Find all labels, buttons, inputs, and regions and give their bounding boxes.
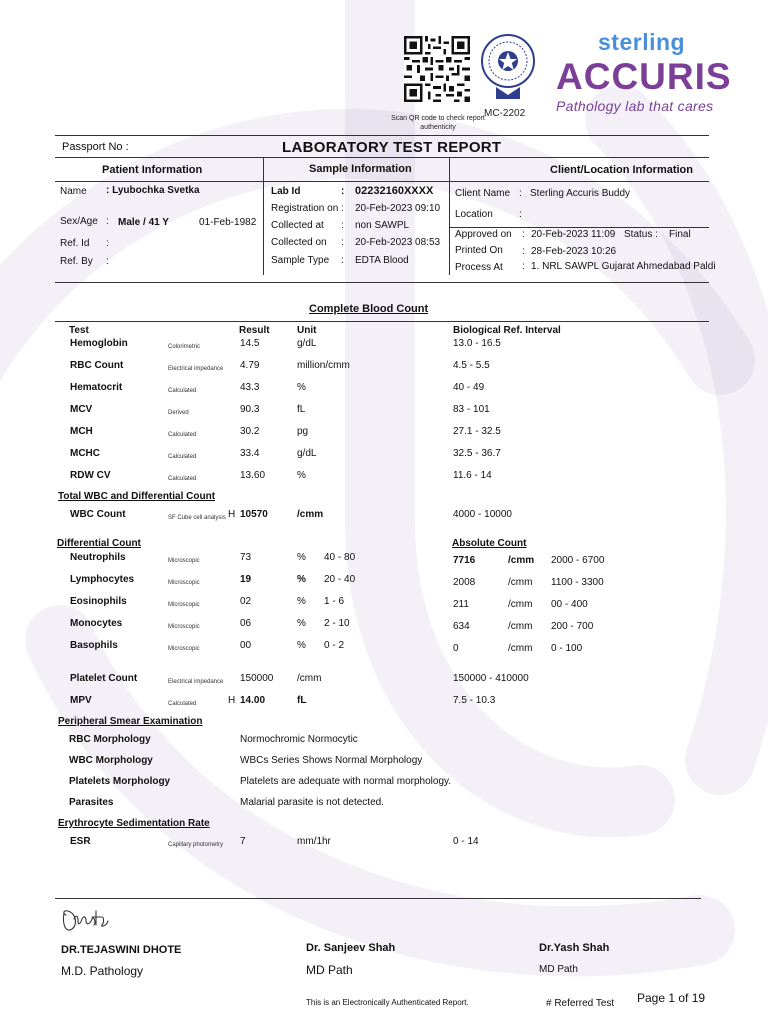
sep: : bbox=[106, 216, 109, 227]
diff-unit: % bbox=[297, 574, 306, 585]
qr-code-icon bbox=[404, 36, 470, 102]
smear-label: Parasites bbox=[69, 797, 114, 808]
abs-ref: 00 - 400 bbox=[551, 599, 588, 610]
diff-ref: 20 - 40 bbox=[324, 574, 356, 585]
diff-unit: % bbox=[297, 596, 306, 607]
wbc-unit: /cmm bbox=[297, 509, 324, 520]
signatory-2-degree: MD Path bbox=[306, 963, 353, 977]
diff-test-name: Eosinophils bbox=[70, 596, 127, 607]
abs-ref: 2000 - 6700 bbox=[551, 555, 605, 566]
wbc-ref: 4000 - 10000 bbox=[453, 509, 512, 520]
signatory-3-degree: MD Path bbox=[539, 964, 578, 975]
cbc-unit: g/dL bbox=[297, 338, 317, 349]
approved-value: 20-Feb-2023 11:09 bbox=[531, 229, 616, 240]
diff-ref: 40 - 80 bbox=[324, 552, 356, 563]
cbc-test-name: MCHC bbox=[70, 448, 100, 459]
dob-value: 01-Feb-1982 bbox=[199, 217, 257, 228]
cbc-result: 13.60 bbox=[240, 470, 266, 481]
sep: : bbox=[341, 220, 344, 231]
collected-on-value: 20-Feb-2023 08:53 bbox=[355, 237, 441, 248]
cbc-title: Complete Blood Count bbox=[309, 303, 429, 315]
cbc-test-name: MCH bbox=[70, 426, 93, 437]
printed-value: 28-Feb-2023 10:26 bbox=[531, 246, 617, 257]
footer-auth-note: This is an Electronically Authenticated Report. bbox=[306, 998, 469, 1007]
abs-count: 211 bbox=[453, 599, 469, 610]
labid-label: Lab Id bbox=[271, 186, 301, 197]
accreditation-code: MC-2202 bbox=[484, 108, 526, 119]
status-label: Status : bbox=[624, 229, 658, 240]
passport-label: Passport No : bbox=[62, 141, 129, 153]
cbc-unit: fL bbox=[297, 404, 306, 415]
sep: : bbox=[341, 255, 344, 266]
location-label: Location bbox=[455, 209, 493, 220]
col-test: Test bbox=[69, 325, 89, 336]
cbc-result: 4.79 bbox=[240, 360, 260, 371]
cbc-ref: 13.0 - 16.5 bbox=[453, 338, 501, 349]
wbc-flag: H bbox=[228, 509, 236, 520]
sep: : bbox=[522, 261, 525, 272]
qr-caption: Scan QR code to check report authenticity bbox=[391, 115, 485, 131]
cbc-result: 33.4 bbox=[240, 448, 260, 459]
smear-value: Normochromic Normocytic bbox=[240, 734, 358, 745]
col-result: Result bbox=[239, 325, 270, 336]
cbc-test-name: MCV bbox=[70, 404, 93, 415]
cbc-result: 14.5 bbox=[240, 338, 260, 349]
diff-unit: % bbox=[297, 552, 306, 563]
cbc-test-name: Hemoglobin bbox=[70, 338, 128, 349]
cbc-method: Calculated bbox=[168, 454, 197, 460]
sep: : bbox=[341, 237, 344, 248]
cbc-result: 43.3 bbox=[240, 382, 260, 393]
cbc-unit: g/dL bbox=[297, 448, 317, 459]
sep: : bbox=[106, 256, 109, 267]
sexage-value: Male / 41 Y bbox=[118, 217, 169, 228]
signatory-1-name: DR.TEJASWINI DHOTE bbox=[61, 944, 182, 956]
sep: : bbox=[519, 188, 522, 199]
wbc-test: WBC Count bbox=[70, 509, 126, 520]
absolute-count-title: Absolute Count bbox=[452, 538, 527, 549]
panel-client-heading: Client/Location Information bbox=[550, 164, 693, 176]
platelet-result: 150000 bbox=[240, 673, 274, 684]
diff-test-name: Monocytes bbox=[70, 618, 123, 629]
patient-name-value: : Lyubochka Svetka bbox=[106, 185, 200, 196]
divider bbox=[263, 157, 264, 275]
cbc-ref: 40 - 49 bbox=[453, 382, 485, 393]
smear-value: Malarial parasite is not detected. bbox=[240, 797, 384, 808]
collected-on-label: Collected on bbox=[271, 237, 327, 248]
wbc-result: 10570 bbox=[240, 509, 268, 520]
diff-method: Microscopic bbox=[168, 580, 200, 586]
cbc-unit: pg bbox=[297, 426, 309, 437]
diff-unit: % bbox=[297, 640, 306, 651]
abs-ref: 1100 - 3300 bbox=[551, 577, 604, 588]
footer-referred: # Referred Test bbox=[546, 998, 615, 1009]
cbc-test-name: RBC Count bbox=[70, 360, 124, 371]
cbc-unit: million/cmm bbox=[297, 360, 350, 371]
wbc-title: Total WBC and Differential Count bbox=[58, 491, 216, 502]
smear-value: Platelets are adequate with normal morphology. bbox=[240, 776, 452, 787]
esr-method: Capillary photometry bbox=[168, 842, 224, 848]
labid-value: 02232160XXXX bbox=[355, 185, 434, 197]
diff-ref: 2 - 10 bbox=[324, 618, 350, 629]
process-label: Process At bbox=[455, 262, 503, 273]
smear-value: WBCs Series Shows Normal Morphology bbox=[240, 755, 423, 766]
divider bbox=[55, 282, 709, 283]
cbc-result: 30.2 bbox=[240, 426, 260, 437]
esr-ref: 0 - 14 bbox=[453, 836, 479, 847]
cbc-ref: 32.5 - 36.7 bbox=[453, 448, 501, 459]
col-ref: Biological Ref. Interval bbox=[453, 325, 561, 336]
diff-ref: 0 - 2 bbox=[324, 640, 345, 651]
diff-test-name: Neutrophils bbox=[70, 552, 126, 563]
diff-test-name: Basophils bbox=[70, 640, 118, 651]
diff-result: 06 bbox=[240, 618, 252, 629]
platelet-ref: 7.5 - 10.3 bbox=[453, 695, 496, 706]
esr-title: Erythrocyte Sedimentation Rate bbox=[58, 818, 210, 829]
process-value: 1. NRL SAWPL Gujarat Ahmedabad Paldi bbox=[531, 261, 716, 272]
signature-image bbox=[58, 903, 118, 939]
patient-name-label: Name bbox=[60, 186, 87, 197]
platelet-method: Electrical impedance bbox=[168, 679, 224, 685]
divider bbox=[55, 157, 709, 158]
signatory-3-name: Dr.Yash Shah bbox=[539, 942, 610, 954]
abs-ref: 200 - 700 bbox=[551, 621, 594, 632]
panel-patient-heading: Patient Information bbox=[102, 164, 203, 176]
col-unit: Unit bbox=[297, 325, 317, 336]
sexage-label: Sex/Age bbox=[60, 216, 98, 227]
platelet-result: 14.00 bbox=[240, 695, 266, 706]
registration-label: Registration on bbox=[271, 203, 339, 214]
diff-unit: % bbox=[297, 618, 306, 629]
abs-count: 0 bbox=[453, 643, 459, 654]
cbc-test-name: Hematocrit bbox=[70, 382, 123, 393]
sep: : bbox=[519, 209, 522, 220]
platelet-method: Calculated bbox=[168, 701, 197, 707]
diff-result: 19 bbox=[240, 574, 252, 585]
smear-label: RBC Morphology bbox=[69, 734, 151, 745]
refid-label: Ref. Id bbox=[60, 238, 90, 249]
logo-tagline: Pathology lab that cares bbox=[556, 98, 714, 114]
abs-unit: /cmm bbox=[508, 599, 533, 610]
logo-accuris: ACCURIS bbox=[556, 56, 732, 97]
sep: : bbox=[341, 203, 344, 214]
cbc-method: Calculated bbox=[168, 476, 197, 482]
diff-test-name: Lymphocytes bbox=[70, 574, 135, 585]
abs-ref: 0 - 100 bbox=[551, 643, 583, 654]
cbc-ref: 27.1 - 32.5 bbox=[453, 426, 501, 437]
cbc-result: 90.3 bbox=[240, 404, 260, 415]
sep: : bbox=[341, 186, 345, 197]
cbc-method: Derived bbox=[168, 410, 189, 416]
abs-unit: /cmm bbox=[508, 643, 533, 654]
cbc-ref: 83 - 101 bbox=[453, 404, 490, 415]
divider bbox=[55, 898, 701, 899]
platelet-test-name: MPV bbox=[70, 695, 92, 706]
smear-title: Peripheral Smear Examination bbox=[58, 716, 203, 727]
abs-unit: /cmm bbox=[508, 577, 533, 588]
approved-label: Approved on bbox=[455, 229, 512, 240]
divider bbox=[55, 321, 709, 322]
client-name-label: Client Name bbox=[455, 188, 511, 199]
esr-unit: mm/1hr bbox=[297, 836, 331, 847]
cbc-method: Calculated bbox=[168, 432, 197, 438]
esr-result: 7 bbox=[240, 836, 246, 847]
sample-type-value: EDTA Blood bbox=[355, 255, 409, 266]
client-name-value: Sterling Accuris Buddy bbox=[530, 188, 631, 199]
diff-ref: 1 - 6 bbox=[324, 596, 345, 607]
esr-test: ESR bbox=[70, 836, 91, 847]
diff-method: Microscopic bbox=[168, 646, 200, 652]
logo-sterling: sterling bbox=[598, 29, 686, 55]
abs-count: 2008 bbox=[453, 577, 476, 588]
platelet-ref: 150000 - 410000 bbox=[453, 673, 529, 684]
abs-count: 7716 bbox=[453, 555, 476, 566]
abs-unit: /cmm bbox=[508, 555, 535, 566]
registration-value: 20-Feb-2023 09:10 bbox=[355, 203, 441, 214]
abs-unit: /cmm bbox=[508, 621, 533, 632]
differential-title: Differential Count bbox=[57, 538, 141, 549]
divider bbox=[449, 227, 709, 228]
status-value: Final bbox=[669, 229, 691, 240]
refby-label: Ref. By bbox=[60, 256, 93, 267]
sep: : bbox=[522, 246, 525, 257]
sample-type-label: Sample Type bbox=[271, 255, 330, 266]
printed-label: Printed On bbox=[455, 245, 503, 256]
diff-result: 00 bbox=[240, 640, 252, 651]
diff-result: 02 bbox=[240, 596, 252, 607]
divider bbox=[449, 157, 450, 275]
platelet-flag: H bbox=[228, 695, 236, 706]
diff-method: Microscopic bbox=[168, 602, 200, 608]
cbc-method: Calculated bbox=[168, 388, 197, 394]
panel-sample-heading: Sample Information bbox=[309, 163, 412, 175]
abs-count: 634 bbox=[453, 621, 470, 632]
cbc-unit: % bbox=[297, 382, 306, 393]
accreditation-seal-icon bbox=[480, 33, 536, 105]
platelet-test-name: Platelet Count bbox=[70, 673, 138, 684]
cbc-ref: 11.6 - 14 bbox=[453, 470, 492, 481]
collected-at-value: non SAWPL bbox=[355, 220, 410, 231]
sep: : bbox=[522, 229, 525, 240]
cbc-test-name: RDW CV bbox=[70, 470, 111, 481]
platelet-unit: fL bbox=[297, 695, 307, 706]
wbc-method: SF Cube cell analysis bbox=[168, 515, 226, 521]
sep: : bbox=[106, 238, 109, 249]
diff-method: Microscopic bbox=[168, 558, 200, 564]
divider bbox=[55, 135, 709, 136]
smear-label: Platelets Morphology bbox=[69, 776, 171, 787]
signatory-1-degree: M.D. Pathology bbox=[61, 964, 144, 978]
diff-result: 73 bbox=[240, 552, 252, 563]
diff-method: Microscopic bbox=[168, 624, 200, 630]
collected-at-label: Collected at bbox=[271, 220, 324, 231]
footer-page-number: Page 1 of 19 bbox=[637, 991, 706, 1005]
cbc-unit: % bbox=[297, 470, 306, 481]
cbc-ref: 4.5 - 5.5 bbox=[453, 360, 490, 371]
cbc-method: Electrical impedance bbox=[168, 366, 224, 372]
signatory-2-name: Dr. Sanjeev Shah bbox=[306, 942, 396, 954]
smear-label: WBC Morphology bbox=[69, 755, 153, 766]
cbc-method: Colorimetric bbox=[168, 344, 201, 350]
divider bbox=[55, 181, 709, 182]
report-title: LABORATORY TEST REPORT bbox=[282, 139, 502, 156]
platelet-unit: /cmm bbox=[297, 673, 322, 684]
